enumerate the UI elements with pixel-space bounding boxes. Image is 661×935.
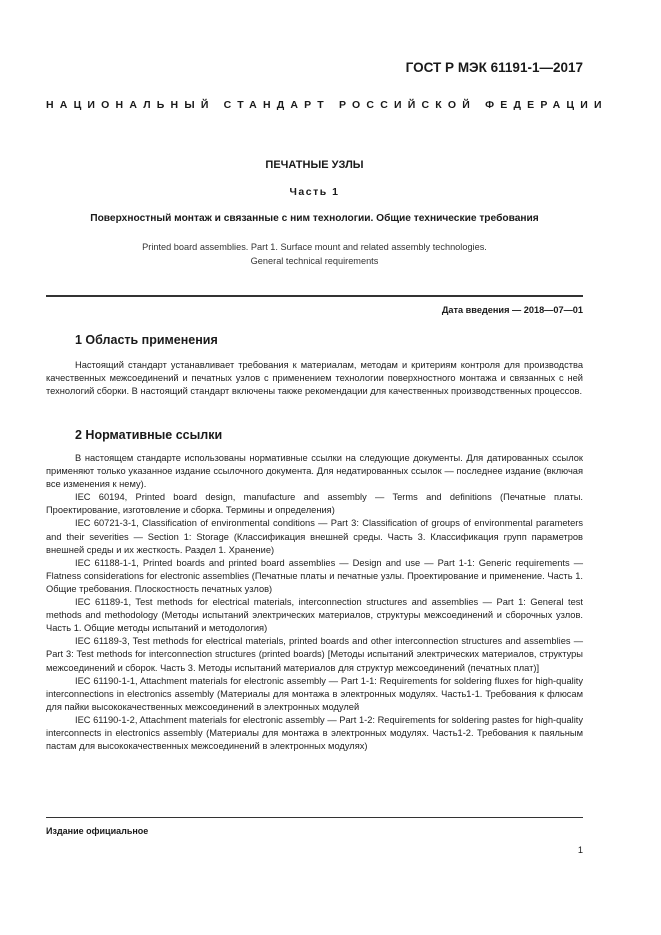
section-1-body [46, 359, 583, 398]
title-english-line-2: General technical requirements [250, 256, 379, 266]
national-standard-title: НАЦИОНАЛЬНЫЙ СТАНДАРТ РОССИЙСКОЙ ФЕДЕРАЦИИ [46, 99, 608, 111]
reference-iec-61188-1-1: IEC 61188-1-1, Printed boards and printed board assemblies — Design and use — Part 1-1: Generic requirements — Flatness considerations for electronic assemblies (Печатные платы и печатные узлы. Проектирование и применение. Часть 1. Общие требования. Плоскостность печатных узлов) [46, 557, 583, 594]
page-number: 1 [577, 845, 583, 855]
section-2-heading: 2 Нормативные ссылки [75, 428, 223, 442]
reference-iec-61190-1-1: IEC 61190-1-1, Attachment materials for electronic assembly — Part 1-1: Requirements for soldering fluxes for high-quality interconnections in electronics assembly (Материалы для монтажа в электронных модулях. Часть1-1. Требования к флюсам для пайки высококачественных межсоединений в электронных модулей [46, 675, 583, 712]
title-english-line-1: Printed board assemblies. Part 1. Surface mount and related assembly technologies. [142, 242, 487, 252]
edition-label: Издание официальное [46, 826, 149, 836]
standard-number: ГОСТ Р МЭК 61191-1—2017 [405, 60, 583, 75]
document-title: ПЕЧАТНЫЕ УЗЛЫ [265, 159, 364, 171]
header-divider [46, 295, 583, 297]
reference-iec-60721-3-1: IEC 60721-3-1, Classification of environmental conditions — Part 3: Classification of groups of environmental parameters and their severities — Section 1: Storage (Классификация внешней среды. Часть 3. Классификация групп параметров внешней среды и их жесткость. Раздел 1. Хранение) [46, 518, 583, 555]
section-1-heading: 1 Область применения [75, 333, 218, 347]
reference-iec-61189-1: IEC 61189-1, Test methods for electrical materials, interconnection structures and assemblies — Part 1: General test methods and methodology (Методы испытаний электрических материалов, структуры межсоединений и сборочных узлов. Часть 1. Общие методы испытаний и методология) [46, 597, 583, 634]
section-2-body [46, 452, 583, 753]
part-label: Часть 1 [289, 186, 340, 198]
reference-iec-60194: IEC 60194, Printed board design, manufacture and assembly — Terms and definitions (Печатные платы. Проектирование, изготовление и сборка. Термины и определения) [46, 492, 583, 516]
footer-divider [46, 817, 583, 818]
subtitle-russian: Поверхностный монтаж и связанные с ним технологии. Общие технические требования [90, 213, 539, 224]
reference-iec-61189-3: IEC 61189-3, Test methods for electrical materials, printed boards and other interconnection structures and assemblies — Part 3: Test methods for interconnection structures (printed boards) [Методы испытаний электрических материалов, структуры межсоединений и сборок. Часть 3. Методы испытаний материалов для структур межсоединений (печатных плат)] [46, 636, 583, 673]
title-english [46, 240, 583, 268]
reference-iec-61190-1-2: IEC 61190-1-2, Attachment materials for electronic assembly — Part 1-2: Requirements for soldering pastes for high-quality interconnects in electronics assembly (Материалы для монтажа в электронных модулях. Часть1-2. Требования к паяльным пастам для высококачественных межсоединений в электронных модулях) [46, 714, 583, 752]
paragraph: Настоящий стандарт устанавливает требования к материалам, методам и критериям контроля для производства качественных межсоединений и печатных узлов с применением технологии поверхностного монтажа и связанных с ней технологий сборки. В настоящий стандарт включены также рекомендации для качественных производственных процессов. [46, 360, 583, 397]
paragraph: В настоящем стандарте использованы нормативные ссылки на следующие документы. Для датированных ссылок применяют только указанное издание ссылочного документа. Для недатированных ссылок — последнее издание (включая все изменения к нему). [46, 453, 583, 490]
effective-date: Дата введения — 2018—07—01 [441, 305, 583, 315]
